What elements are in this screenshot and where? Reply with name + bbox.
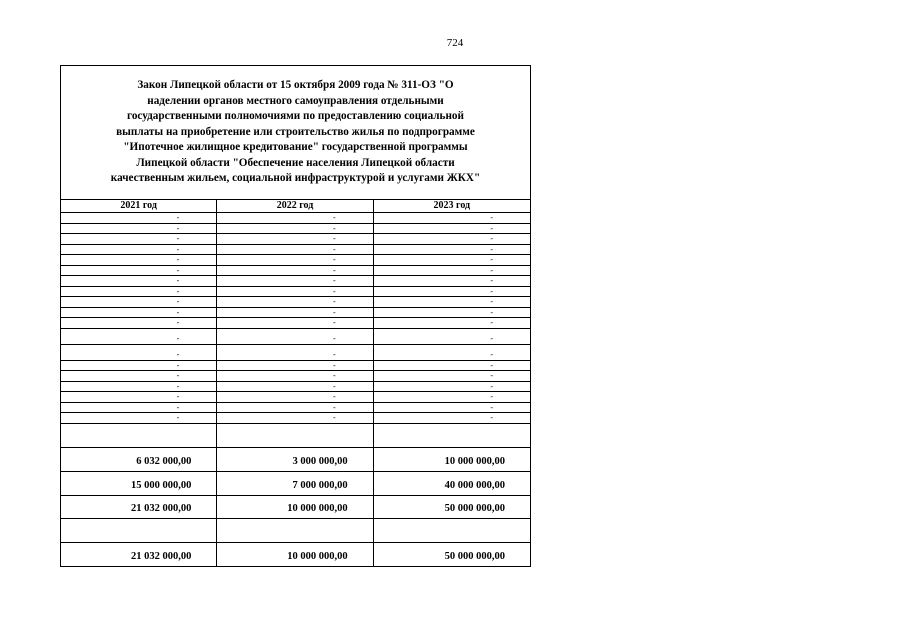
table-row — [61, 234, 530, 245]
sum-rows — [61, 424, 530, 566]
table-row — [61, 224, 530, 235]
table-cell: - — [490, 244, 493, 254]
column-header-2022: 2022 год — [217, 200, 373, 212]
table-cell: - — [217, 287, 373, 297]
table-row — [61, 392, 530, 403]
table-cell: - — [217, 382, 373, 392]
table-row — [61, 213, 530, 224]
dash-rows — [61, 213, 530, 424]
table-cell: 21 032 000,00 — [61, 496, 217, 518]
table-cell: - — [61, 392, 217, 402]
table-cell: - — [490, 213, 493, 222]
table-row — [61, 345, 530, 361]
table-row — [61, 403, 530, 414]
table-cell — [61, 424, 217, 447]
table-row — [61, 519, 530, 543]
table-cell: - — [490, 276, 493, 285]
table-row — [61, 276, 530, 287]
table-cell: 10 000 000,00 — [217, 543, 373, 566]
table-cell — [374, 519, 530, 542]
table-row — [61, 371, 530, 382]
table-cell — [217, 424, 373, 447]
table-cell: - — [61, 224, 217, 234]
table-cell: - — [217, 392, 373, 402]
table-cell: - — [217, 329, 373, 344]
table-cell: 10 000 000,00 — [217, 496, 373, 518]
table-cell: - — [217, 266, 373, 276]
table-row — [61, 413, 530, 424]
table-row — [61, 308, 530, 319]
column-headers — [61, 200, 530, 213]
table-cell: - — [61, 361, 217, 371]
table-cell: 40 000 000,00 — [444, 479, 505, 491]
table-cell: - — [217, 345, 373, 360]
table-cell: - — [61, 403, 217, 413]
table-cell: - — [61, 382, 217, 392]
table-cell — [374, 424, 530, 447]
table-cell: - — [490, 255, 493, 264]
table-cell: - — [61, 266, 217, 276]
table-cell: - — [61, 308, 217, 318]
table-row — [61, 266, 530, 277]
table-row — [61, 543, 530, 566]
table-cell: - — [490, 402, 493, 412]
table-cell: - — [61, 318, 217, 328]
table-cell — [61, 519, 217, 542]
table-cell: - — [61, 213, 217, 223]
column-header-2021: 2021 год — [61, 200, 217, 212]
table-cell: - — [490, 349, 493, 359]
table-row — [61, 318, 530, 329]
table-cell: 15 000 000,00 — [61, 472, 217, 495]
table-cell: - — [217, 308, 373, 318]
table-cell: - — [490, 297, 493, 306]
table-cell: - — [217, 213, 373, 223]
table-cell: - — [217, 245, 373, 255]
table-cell: - — [490, 318, 493, 327]
table-header-box — [61, 66, 530, 200]
table-row — [61, 329, 530, 345]
table-row — [61, 448, 530, 472]
table-cell: 7 000 000,00 — [217, 472, 373, 495]
table-row — [61, 297, 530, 308]
table-cell: 50 000 000,00 — [444, 550, 505, 562]
table-cell: - — [61, 287, 217, 297]
table-cell: - — [490, 381, 493, 391]
column-header-2023: 2023 год — [433, 200, 471, 211]
table-cell: 6 032 000,00 — [61, 448, 217, 471]
table-cell — [217, 519, 373, 542]
table-row — [61, 255, 530, 266]
table-cell: - — [61, 255, 217, 265]
table-cell: 3 000 000,00 — [217, 448, 373, 471]
table-cell: - — [490, 223, 493, 233]
table-cell: - — [490, 265, 493, 275]
table-cell: - — [490, 333, 493, 343]
table-cell: - — [490, 360, 493, 370]
table-cell: - — [217, 371, 373, 381]
page-number: 724 — [446, 37, 464, 49]
table-cell: - — [217, 403, 373, 413]
table-row — [61, 496, 530, 519]
budget-table — [60, 65, 531, 567]
table-cell: 10 000 000,00 — [444, 455, 505, 467]
table-cell: - — [217, 276, 373, 286]
table-cell: - — [61, 234, 217, 244]
table-cell: - — [490, 286, 493, 296]
table-row — [61, 424, 530, 448]
table-cell: - — [490, 371, 493, 380]
table-cell: - — [217, 361, 373, 371]
table-row — [61, 382, 530, 393]
table-cell: 50 000 000,00 — [444, 502, 505, 514]
table-cell: - — [490, 392, 493, 401]
table-cell: - — [217, 255, 373, 265]
table-cell: 21 032 000,00 — [61, 543, 217, 566]
table-cell: - — [61, 345, 217, 360]
table-cell: - — [61, 371, 217, 381]
table-cell: - — [217, 318, 373, 328]
table-cell: - — [61, 245, 217, 255]
table-cell: - — [490, 307, 493, 317]
table-row — [61, 245, 530, 256]
table-cell: - — [217, 224, 373, 234]
table-cell: - — [61, 297, 217, 307]
table-cell: - — [61, 413, 217, 423]
table-cell: - — [490, 413, 493, 422]
table-cell: - — [217, 413, 373, 423]
table-cell: - — [217, 234, 373, 244]
table-cell: - — [61, 276, 217, 286]
table-row — [61, 287, 530, 298]
table-cell: - — [490, 234, 493, 243]
law-title: Закон Липецкой области от 15 октября 2009 года № 311-ОЗ "О наделении органов местного самоуправления отдельными государственными полномочиями по предоставлению социальной выплаты на приобретение или строительство жилья по подпрограмме "Ипотечное жилищное кредитование" государственной программы Липецкой области "Обеспечение населения Липецкой области качественным жильем, социальной инфраструктурой и услугами ЖКХ" — [110, 79, 481, 185]
table-row — [61, 472, 530, 496]
table-row — [61, 361, 530, 372]
table-cell: - — [61, 329, 217, 344]
table-cell: - — [217, 297, 373, 307]
